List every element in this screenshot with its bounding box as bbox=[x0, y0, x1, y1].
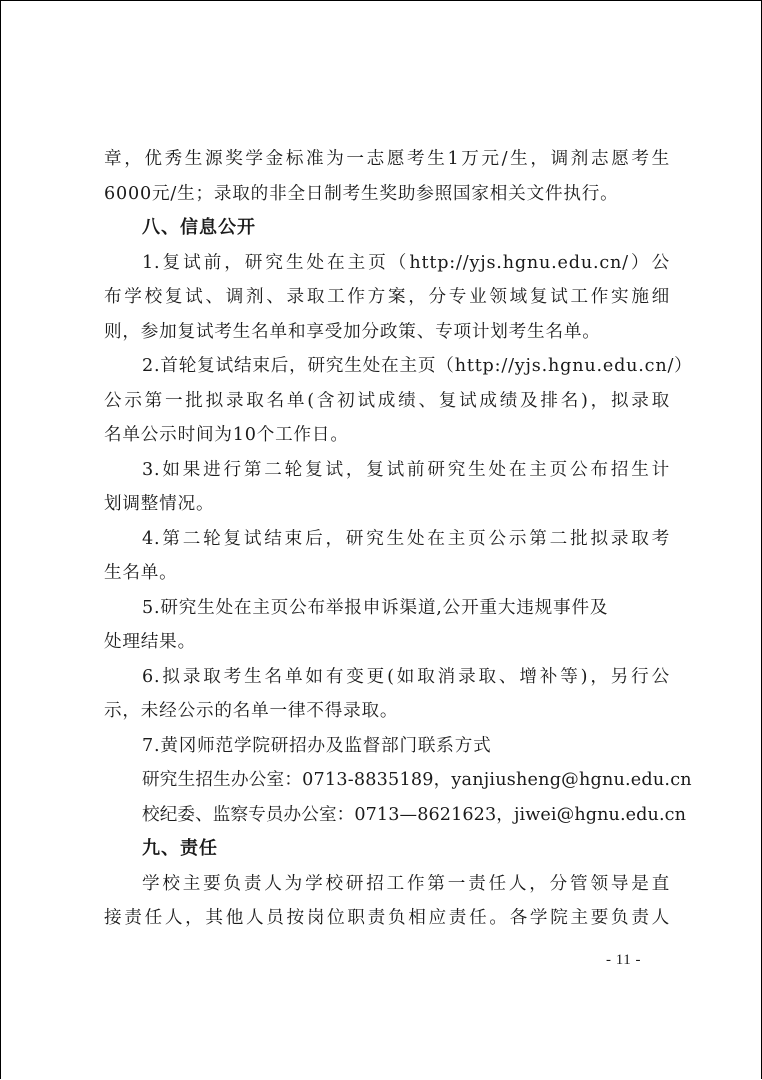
paragraph-line: 示，未经公示的名单一律不得录取。 bbox=[104, 701, 399, 721]
section-heading-responsibility: 九、责任 bbox=[142, 838, 218, 859]
paragraph-line: 处理结果。 bbox=[104, 632, 196, 652]
paragraph-line: 章，优秀生源奖学金标准为一志愿考生1万元/生，调剂志愿考生 bbox=[104, 149, 670, 169]
paragraph-line: 6.拟录取考生名单如有变更(如取消录取、增补等)，另行公 bbox=[142, 666, 670, 687]
contact-grad-admissions: 研究生招生办公室：0713-8835189，yanjiusheng@hgnu.edu.cn bbox=[142, 770, 692, 790]
paragraph-line: 2.首轮复试结束后，研究生处在主页（http://yjs.hgnu.edu.cn/） bbox=[142, 356, 693, 376]
page-number: - 11 - bbox=[606, 952, 641, 968]
paragraph-line: 4.第二轮复试结束后，研究生处在主页公示第二批拟录取考 bbox=[142, 528, 670, 549]
paragraph-line: 5.研究生处在主页公布举报申诉渠道,公开重大违规事件及 bbox=[142, 597, 609, 618]
paragraph-line: 生名单。 bbox=[104, 563, 178, 583]
paragraph-line: 1.复试前，研究生处在主页（http://yjs.hgnu.edu.cn/）公 bbox=[142, 252, 670, 273]
contact-discipline-office: 校纪委、监察专员办公室：0713—8621623，jiwei@hgnu.edu.cn bbox=[142, 804, 687, 825]
paragraph-line: 6000元/生；录取的非全日制考生奖助参照国家相关文件执行。 bbox=[104, 183, 619, 204]
paragraph-line: 3.如果进行第二轮复试，复试前研究生处在主页公布招生计 bbox=[142, 459, 670, 480]
paragraph-line: 接责任人，其他人员按岗位职责负相应责任。各学院主要负责人 bbox=[104, 908, 670, 928]
paragraph-line: 划调整情况。 bbox=[104, 494, 215, 514]
section-heading-info-disclosure: 八、信息公开 bbox=[142, 217, 256, 238]
paragraph-line: 布学校复试、调剂、录取工作方案，分专业领域复试工作实施细 bbox=[104, 287, 670, 307]
paragraph-line: 名单公示时间为10个工作日。 bbox=[104, 425, 349, 445]
paragraph-line: 则，参加复试考生名单和享受加分政策、专项计划考生名单。 bbox=[104, 321, 601, 342]
document-body bbox=[104, 142, 693, 936]
paragraph-line: 学校主要负责人为学校研招工作第一责任人，分管领导是直 bbox=[142, 873, 670, 894]
paragraph-line: 7.黄冈师范学院研招办及监督部门联系方式 bbox=[142, 735, 492, 756]
paragraph-line: 公示第一批拟录取名单(含初试成绩、复试成绩及排名)，拟录取 bbox=[104, 390, 670, 411]
